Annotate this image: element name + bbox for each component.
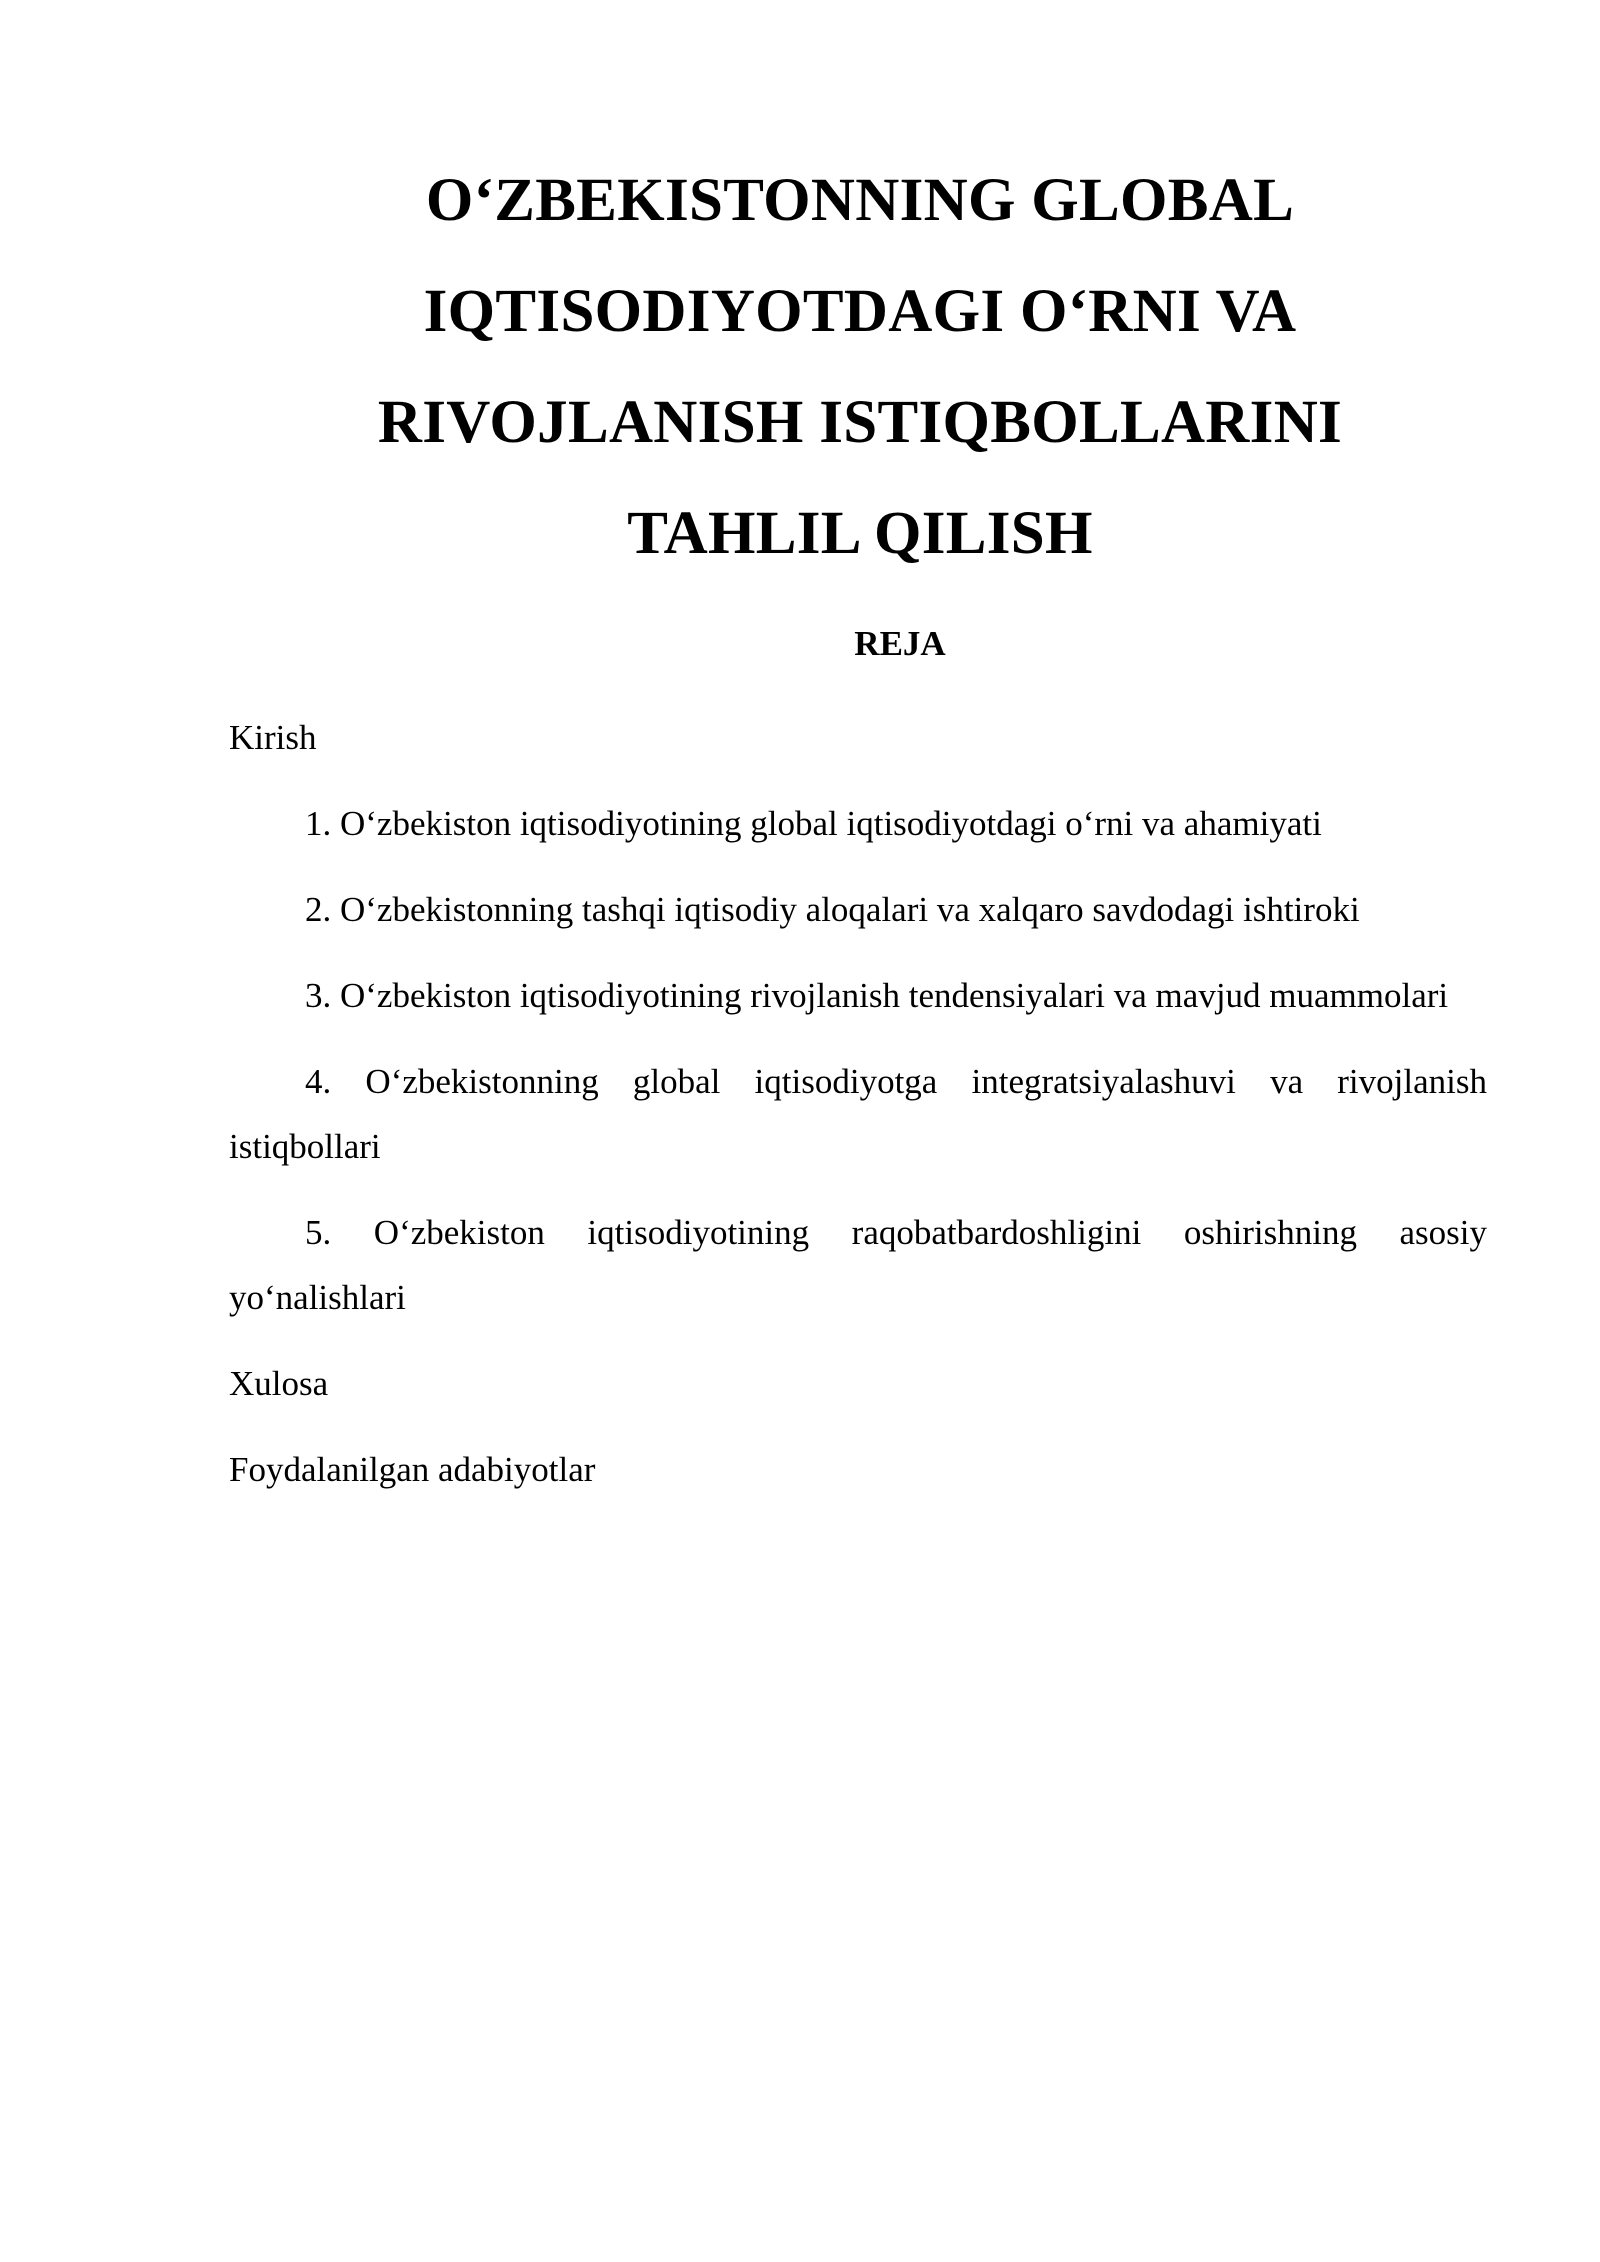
plan-item-references: Foydalanilgan adabiyotlar: [229, 1450, 596, 1489]
plan-list: [229, 705, 1487, 1523]
plan-item-intro: Kirish: [229, 718, 317, 757]
plan-heading: REJA: [854, 624, 946, 663]
plan-item-3: 3. O‘zbekiston iqtisodiyotining rivojlanish tendensiyalari va mavjud muammolari: [305, 976, 1449, 1015]
title-line: O‘ZBEKISTONNING GLOBAL: [425, 167, 1295, 234]
plan-item-1: 1. O‘zbekiston iqtisodiyotining global iqtisodiyotdagi o‘rni va ahamiyati: [305, 804, 1322, 843]
title-line: IQTISODIYOTDAGI O‘RNI VA: [423, 278, 1297, 345]
plan-item-5: 5. O‘zbekiston iqtisodiyotining raqobatbardoshligini oshirishning asosiy yo‘nalishlari: [229, 1213, 1487, 1317]
title-line: RIVOJLANISH ISTIQBOLLARINI: [377, 389, 1343, 456]
plan-item-conclusion: Xulosa: [229, 1364, 329, 1403]
title-line: TAHLIL QILISH: [627, 500, 1093, 567]
document-title: [330, 145, 1390, 589]
plan-item-2: 2. O‘zbekistonning tashqi iqtisodiy aloqalari va xalqaro savdodagi ishtiroki: [305, 890, 1360, 929]
plan-item-4: 4. O‘zbekistonning global iqtisodiyotga integratsiyalashuvi va rivojlanish istiqbollari: [229, 1062, 1487, 1166]
